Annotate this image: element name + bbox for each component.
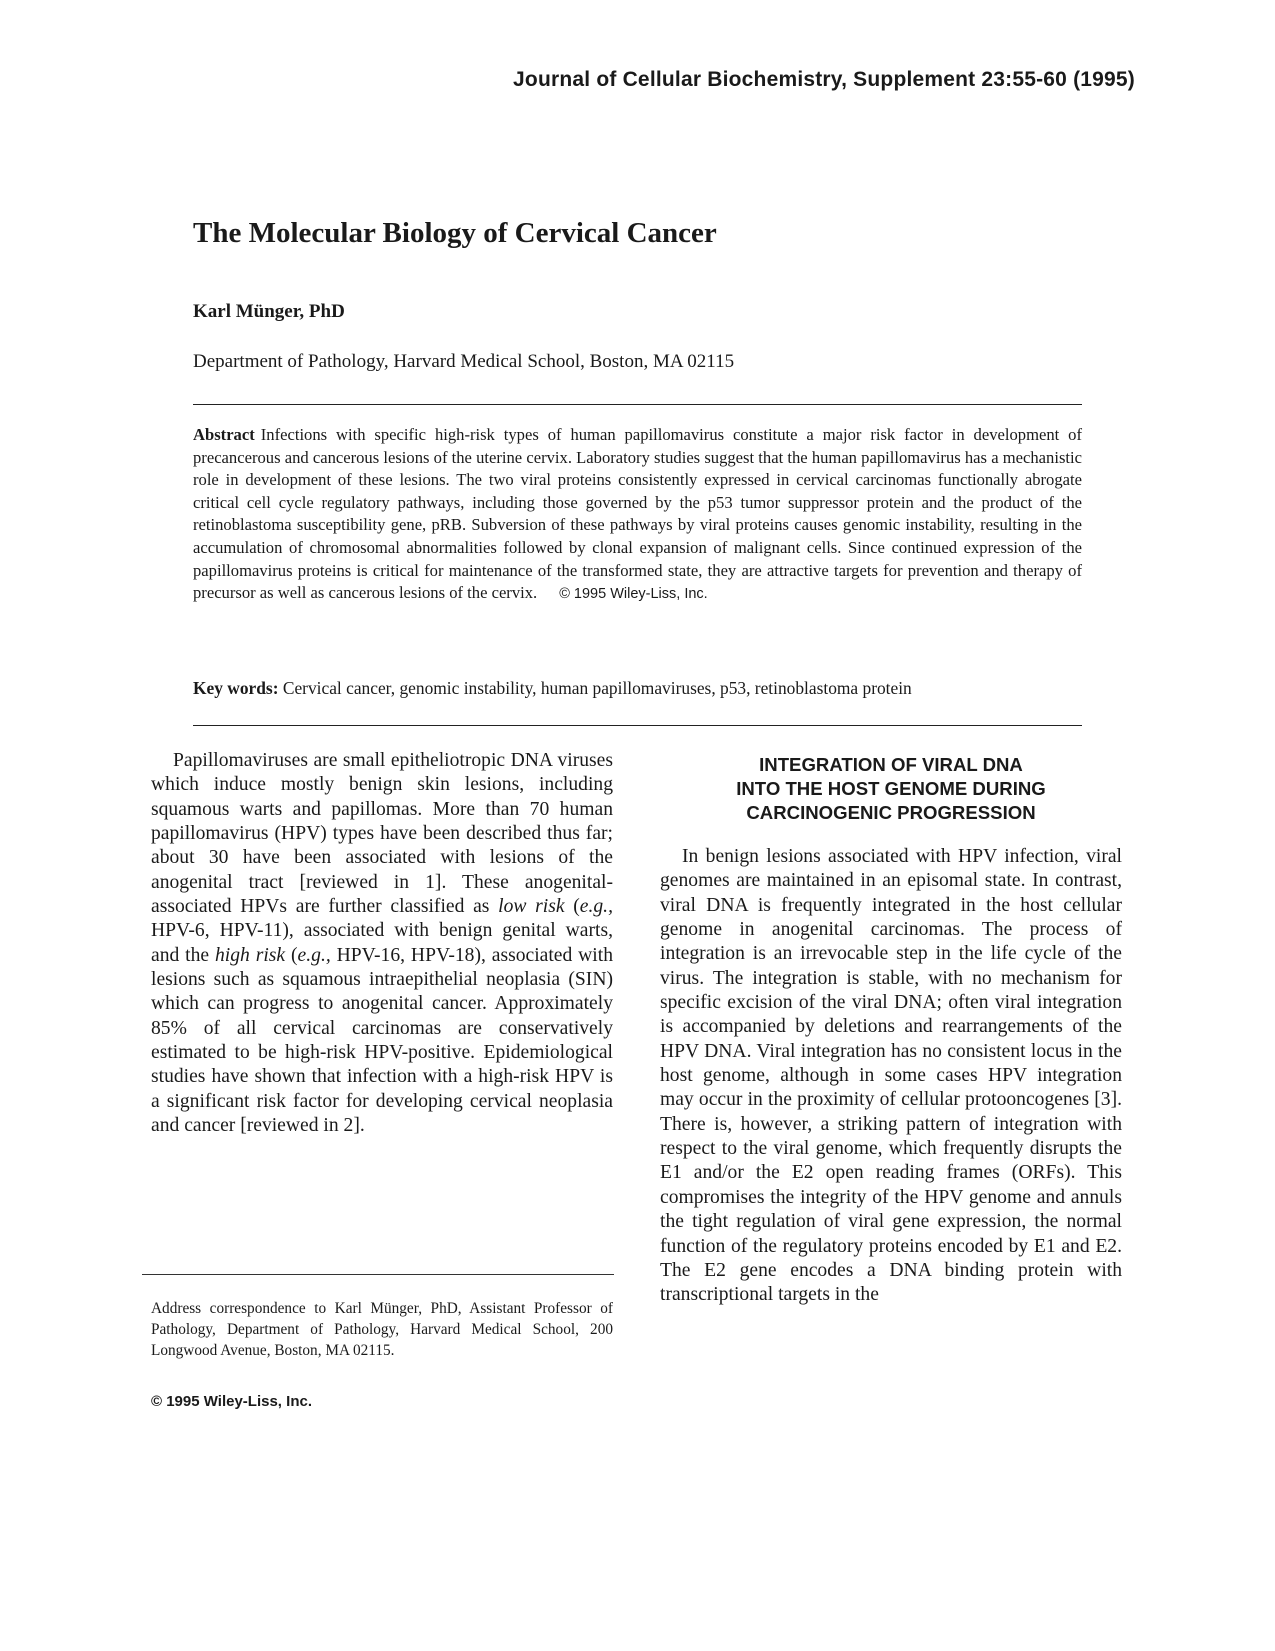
intro-text-2: ( [564,896,580,918]
section-heading-line-3: CARCINOGENIC PROGRESSION [746,802,1036,823]
integration-paragraph: In benign lesions associated with HPV infection, viral genomes are maintained in an episomal state. In contrast, viral DNA is frequently integrated in the host cellular genome in anogenital carcinomas. The process of integration is an irrevocable step in the life cycle of the virus. The integration is stable, with no mechanism for specific excision of the viral DNA; often viral integration is accompanied by deletions and rearrangements of the HPV DNA. Viral integration has no consistent locus in the host genome, although in some cases HPV integration may occur in the proximity of cellular protooncogenes [3]. There is, however, a striking pattern of integration with respect to the viral genome, which frequently disrupts the E1 and/or the E2 open reading frames (ORFs). This compromises the integrity of the HPV genome and annuls the tight regulation of viral gene expression, the normal function of the regulatory proteins encoded by E1 and E2. The E2 gene encodes a DNA binding protein with transcriptional targets in the [660,846,1122,1306]
abstract [193,424,1082,606]
intro-eg-1: e.g., [579,896,613,918]
correspondence-footnote: Address correspondence to Karl Münger, PhD, Assistant Professor of Pathology, Department of Pathology, Harvard Medical School, 200 Longwood Avenue, Boston, MA 02115. [151,1300,613,1359]
divider-bottom [193,725,1082,726]
intro-text-3: HPV-6, HPV-11), associated with benign genital warts, and the [151,920,613,966]
footnote-divider [142,1274,614,1275]
abstract-copyright: © 1995 Wiley-Liss, Inc. [559,586,708,603]
intro-text-4: ( [285,944,298,966]
section-heading-line-1: INTEGRATION OF VIRAL DNA [759,754,1023,775]
section-heading-line-2: INTO THE HOST GENOME DURING [736,778,1046,799]
intro-low-risk: low risk [498,896,565,918]
footnote-copyright: © 1995 Wiley-Liss, Inc. [151,1393,312,1410]
intro-eg-2: e.g., [297,944,331,966]
journal-citation: Journal of Cellular Biochemistry, Supplement 23:55-60 (1995) [513,68,1135,91]
section-heading [660,753,1122,825]
intro-text-1: Papillomaviruses are small epitheliotropic DNA viruses which induce mostly benign skin lesions, including squamous warts and papillomas. More than 70 human papillomavirus (HPV) types have been described thus far; about 30 have been associated with lesions of the anogenital tract [reviewed in 1]. These anogenital-associated HPVs are further classified as [151,750,613,918]
keywords-text: Cervical cancer, genomic instability, human papillomaviruses, p53, retinoblastoma protein [282,678,912,698]
abstract-label: Abstract [193,425,255,444]
keywords [193,678,1082,699]
divider-top [193,404,1082,405]
author-name: Karl Münger, PhD [193,301,345,322]
intro-high-risk: high risk [215,944,286,966]
keywords-label: Key words: [193,678,279,698]
intro-text-5: HPV-16, HPV-18), associated with lesions such as squamous intraepithelial neoplasia (SIN) which can progress to anogenital cancer. Approximately 85% of all cervical carcinomas are conservatively estimated to be high-risk HPV-positive. Epidemiological studies have shown that infection with a high-risk HPV is a significant risk factor for developing cervical neoplasia and cancer [reviewed in 2]. [151,944,613,1137]
author-affiliation: Department of Pathology, Harvard Medical School, Boston, MA 02115 [193,351,735,372]
intro-paragraph [151,749,613,1139]
abstract-text: Infections with specific high-risk types of human papillomavirus constitute a major risk factor in development of precancerous and cancerous lesions of the uterine cervix. Laboratory studies suggest that the human papillomavirus has a mechanistic role in development of these lesions. The two viral proteins consistently expressed in cervical carcinomas functionally abrogate critical cell cycle regulatory pathways, including those governed by the p53 tumor suppressor protein and the product of the retinoblastoma susceptibility gene, pRB. Subversion of these pathways by viral proteins causes genomic instability, resulting in the accumulation of chromosomal abnormalities followed by clonal expansion of malignant cells. Since continued expression of the papillomavirus proteins is critical for maintenance of the transformed state, they are attractive targets for prevention and therapy of precursor as well as cancerous lesions of the cervix. [193,425,1082,603]
article-title: The Molecular Biology of Cervical Cancer [193,217,717,249]
